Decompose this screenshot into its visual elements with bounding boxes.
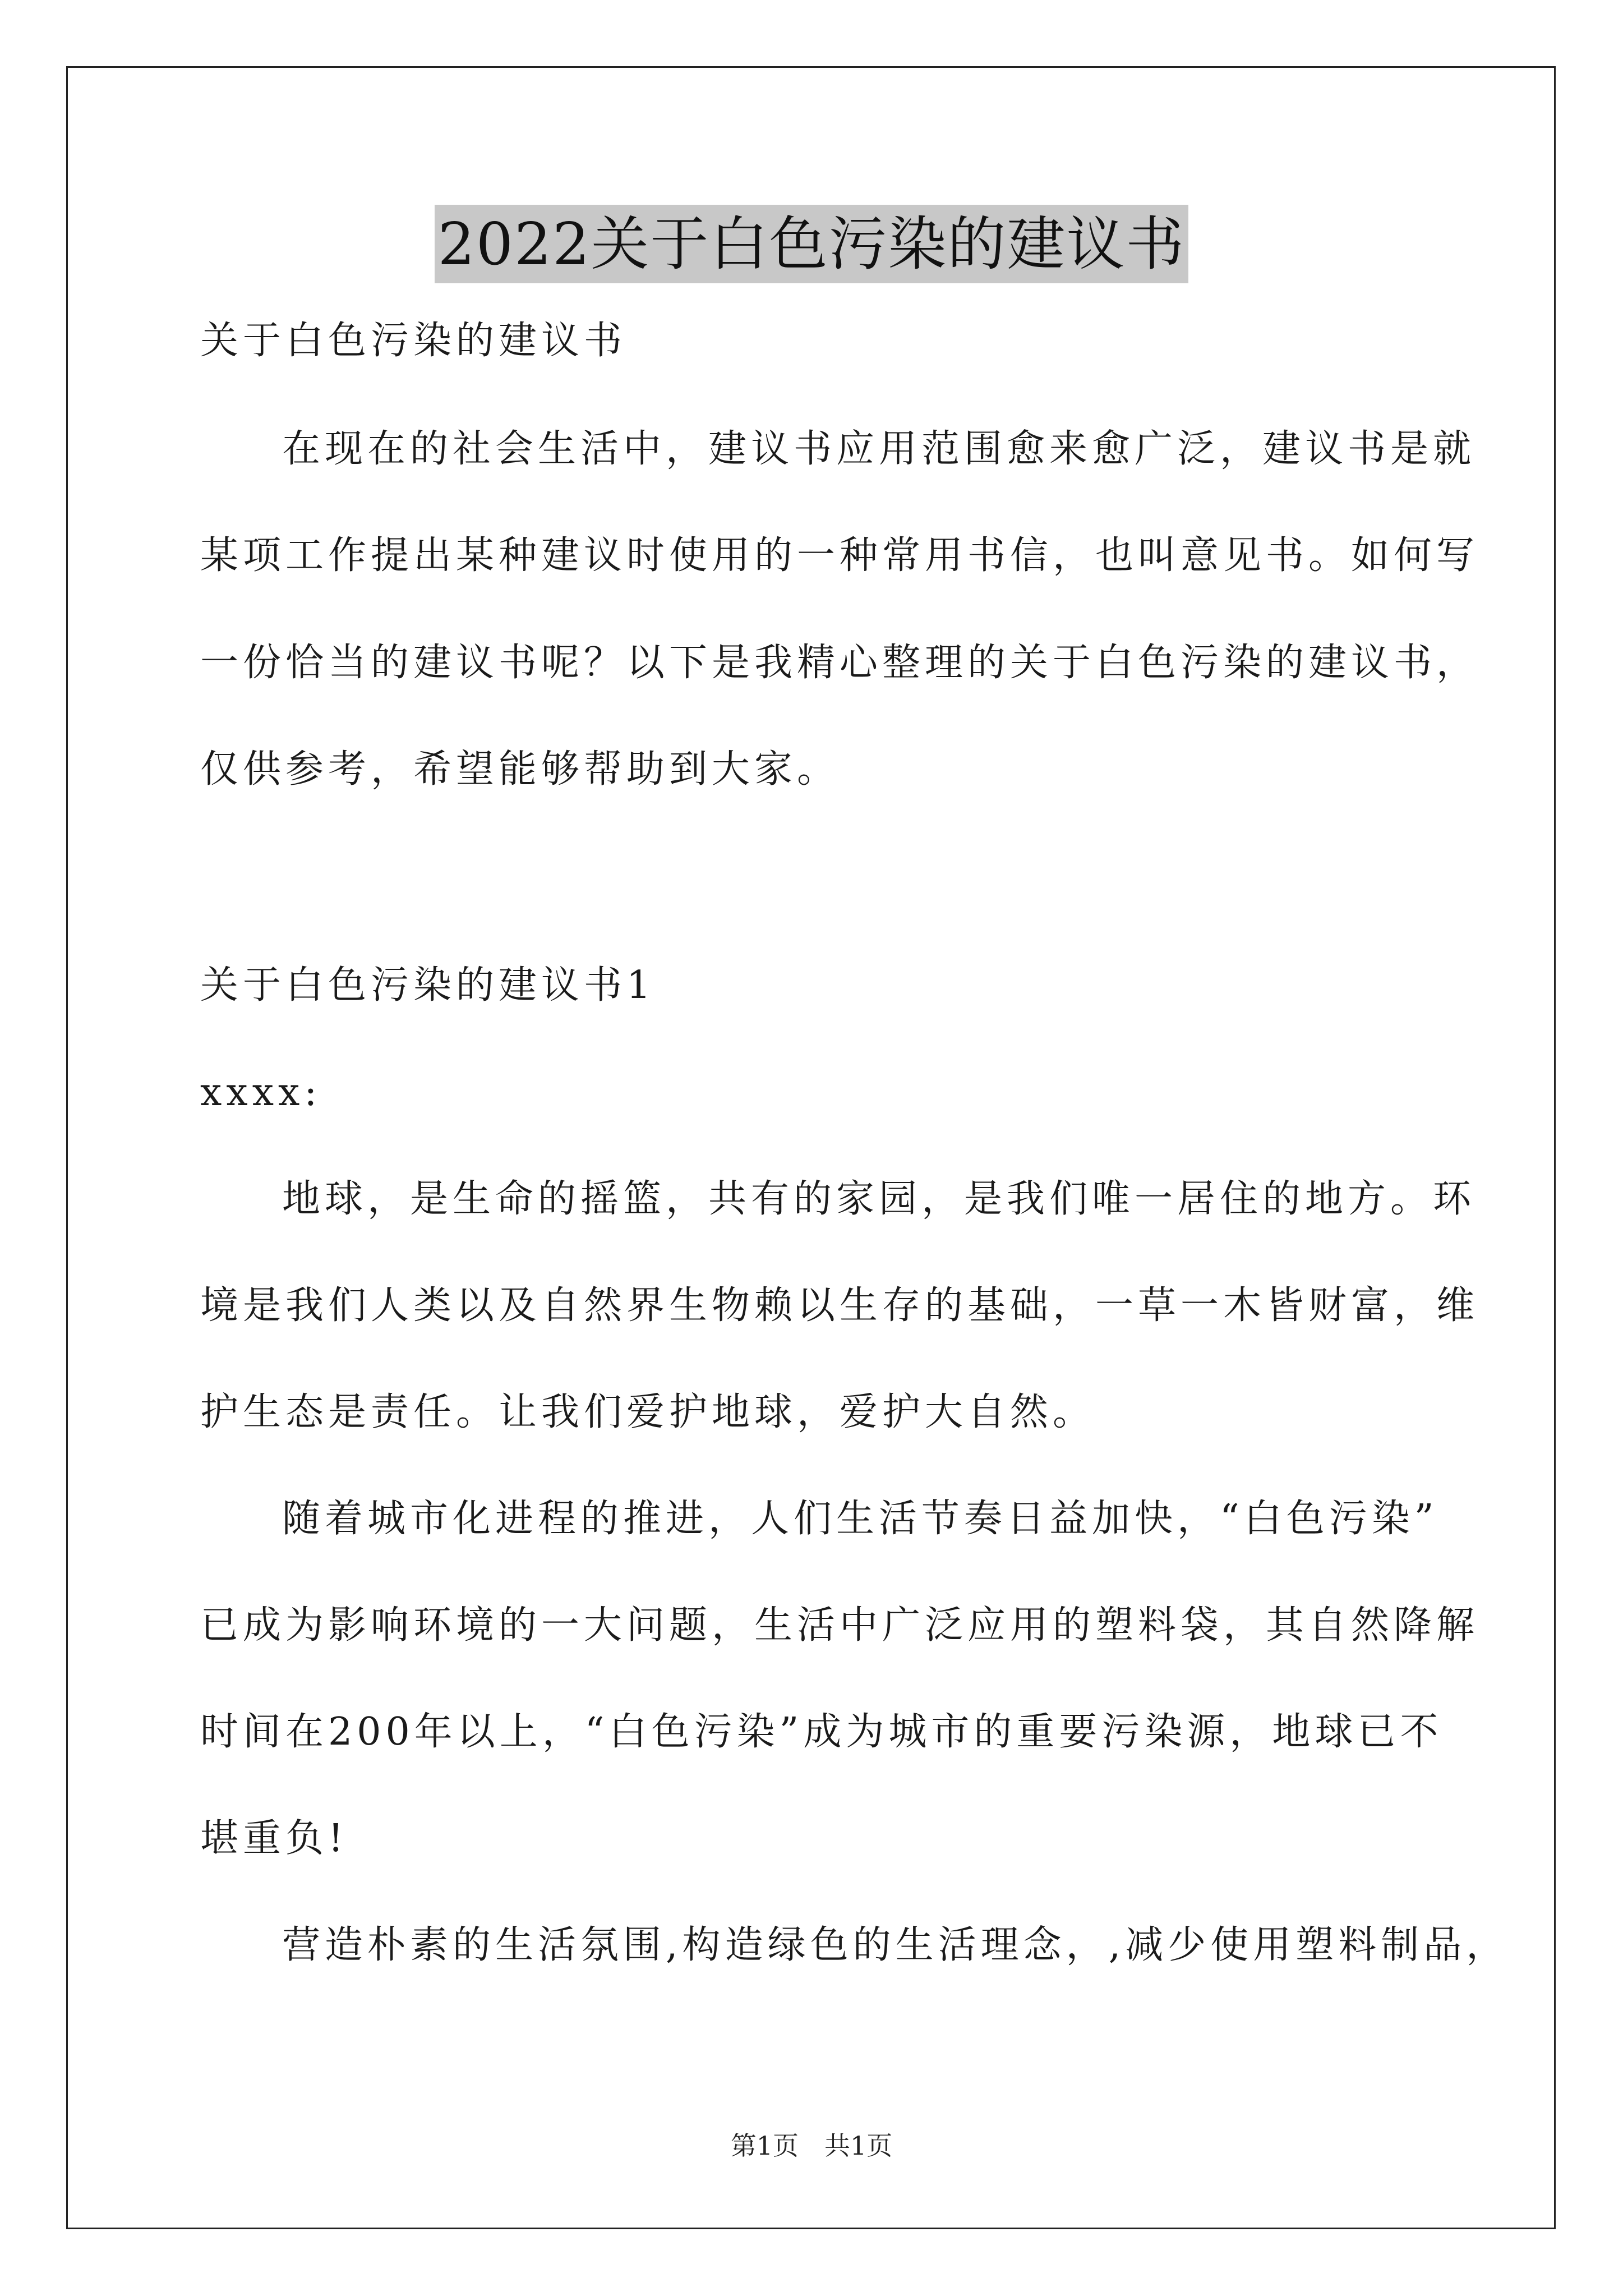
paragraph-line: 某项工作提出某种建议时使用的一种常用书信，也叫意见书。如何写: [200, 533, 1479, 578]
paragraph-line: 随着城市化进程的推进，人们生活节奏日益加快，“白色污染”: [282, 1497, 1438, 1541]
page-border: [66, 66, 1556, 2229]
paragraph-line: 护生态是责任。让我们爱护地球，爱护大自然。: [200, 1390, 1096, 1434]
subtitle-line: 关于白色污染的建议书: [200, 319, 627, 363]
paragraph-line: 境是我们人类以及自然界生物赖以生存的基础，一草一木皆财富，维: [200, 1283, 1479, 1328]
page-number-footer: 第1页 共1页: [730, 2131, 893, 2161]
title-container: [0, 205, 1623, 283]
paragraph-line: 时间在200年以上，“白色污染”成为城市的重要污染源，地球已不: [200, 1710, 1443, 1754]
paragraph-line: 堪重负!: [200, 1816, 348, 1861]
document-title: 2022关于白色污染的建议书: [435, 205, 1189, 283]
paragraph-line: 地球，是生命的摇篮，共有的家园，是我们唯一居住的地方。环: [282, 1177, 1476, 1221]
paragraph-line: 营造朴素的生活氛围,构造绿色的生活理念，,减少使用塑料制品，: [282, 1923, 1509, 1967]
paragraph-line: 仅供参考，希望能够帮助到大家。: [200, 747, 840, 792]
section-heading: 关于白色污染的建议书1: [200, 963, 656, 1007]
paragraph-line: 一份恰当的建议书呢？以下是我精心整理的关于白色污染的建议书，: [200, 641, 1479, 685]
paragraph-line: 已成为影响环境的一大问题，生活中广泛应用的塑料袋，其自然降解: [200, 1603, 1479, 1648]
salutation-line: xxxx:: [200, 1070, 322, 1115]
paragraph-line: 在现在的社会生活中，建议书应用范围愈来愈广泛，建议书是就: [282, 427, 1476, 471]
